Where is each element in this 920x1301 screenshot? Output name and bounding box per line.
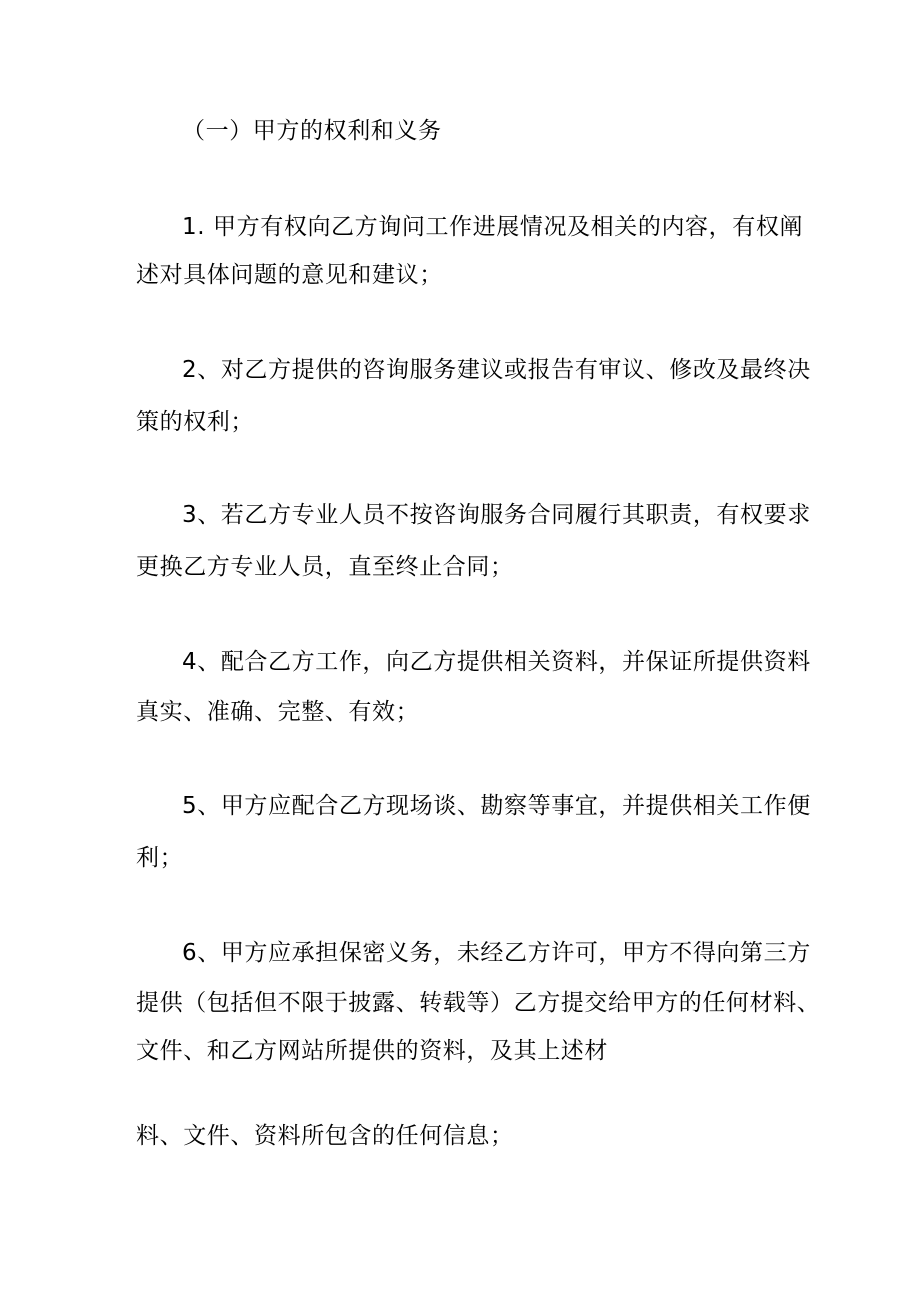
paragraph-4-line-1: 4、配合乙方工作，向乙方提供相关资料，并保证所提供资料	[182, 649, 811, 675]
paragraph-1-line-2: 述对具体问题的意见和建议；	[136, 262, 443, 288]
paragraph-4-line-2: 真实、准确、完整、有效；	[136, 699, 420, 725]
paragraph-3-line-1: 3、若乙方专业人员不按咨询服务合同履行其职责，有权要求	[182, 502, 811, 528]
paragraph-5-line-1: 5、甲方应配合乙方现场谈、勘察等事宜，并提供相关工作便	[182, 793, 811, 819]
paragraph-6-line-1: 6、甲方应承担保密义务，未经乙方许可，甲方不得向第三方	[182, 940, 811, 966]
paragraph-2-line-2: 策的权利；	[136, 409, 254, 435]
paragraph-6-line-3: 文件、和乙方网站所提供的资料，及其上述材	[136, 1038, 608, 1064]
paragraph-1-line-1: 1. 甲方有权向乙方询问工作进展情况及相关的内容，有权阐	[182, 214, 804, 240]
paragraph-6-line-4: 料、文件、资料所包含的任何信息；	[136, 1123, 514, 1149]
paragraph-5-line-2: 利；	[136, 845, 184, 871]
paragraph-2-line-1: 2、对乙方提供的咨询服务建议或报告有审议、修改及最终决	[182, 357, 811, 383]
paragraph-6-line-2: 提供（包括但不限于披露、转载等）乙方提交给甲方的任何材料、	[136, 990, 821, 1016]
section-heading: （一）甲方的权利和义务	[182, 118, 442, 144]
paragraph-3-line-2: 更换乙方专业人员，直至终止合同；	[136, 554, 514, 580]
